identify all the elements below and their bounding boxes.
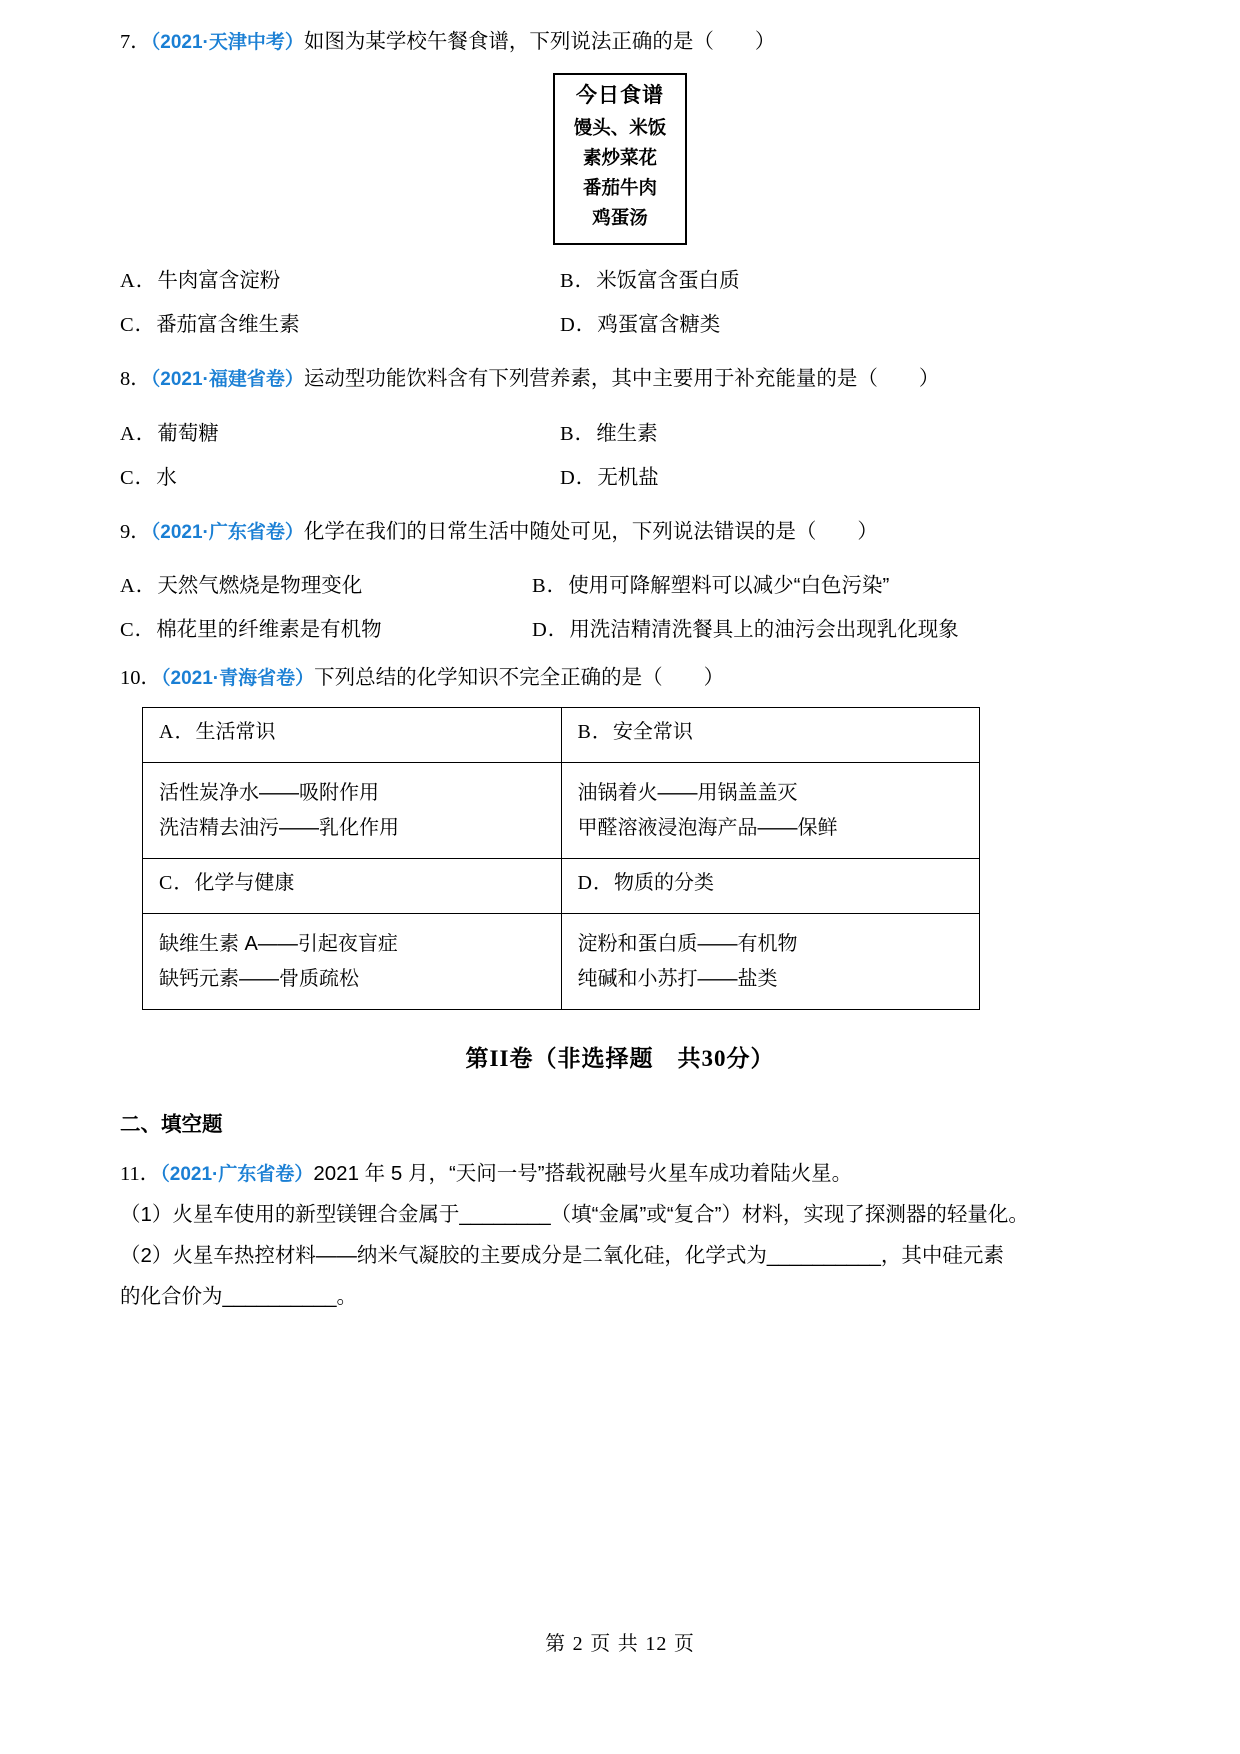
page-footer-prefix: 第	[545, 1633, 567, 1655]
table-cell-a-label: A．	[159, 721, 196, 744]
table-cell-b-label: B．	[577, 721, 613, 744]
question-11-sub-2-pre: （2）火星车热控材料——纳米气凝胶的主要成分是二氧化硅，化学式为	[120, 1244, 767, 1268]
question-10-stem	[120, 662, 1120, 695]
question-8-option-c-text: 水	[156, 465, 177, 489]
table-row	[143, 763, 980, 859]
table-cell-b-line-2: 甲醛溶液浸泡海产品——保鲜	[577, 817, 838, 840]
table-cell-d-body	[561, 914, 980, 1010]
question-11-sub-2-blank[interactable]: __________	[766, 1244, 881, 1268]
subsection-heading-fill-blank: 二、填空题	[120, 1113, 223, 1137]
question-11-source: （2021·广东省卷）	[160, 1164, 314, 1186]
question-11	[120, 1155, 1120, 1317]
question-9-option-a[interactable]	[120, 568, 532, 598]
question-11-sub-2-line2	[120, 1276, 1120, 1317]
question-7	[120, 26, 1120, 337]
question-7-option-b-label: B．	[560, 269, 597, 292]
table-cell-d-line-1: 淀粉和蛋白质——有机物	[577, 933, 798, 956]
page-footer	[0, 1627, 1240, 1656]
question-8-option-a-label: A．	[120, 422, 158, 445]
table-cell-d-line-2: 纯碱和小苏打——盐类	[577, 968, 778, 991]
table-cell-a-text: 生活常识	[195, 721, 276, 744]
table-cell-d-header	[561, 859, 980, 914]
table-cell-b-line-1: 油锅着火——用锅盖盖灭	[577, 782, 798, 805]
table-row	[143, 708, 980, 763]
page-footer-middle: 页 共	[590, 1633, 639, 1655]
question-9-option-b[interactable]	[532, 568, 1120, 598]
question-11-sub-2-post: ，其中硅元素	[880, 1244, 1004, 1268]
question-9-option-d-label: D．	[532, 619, 570, 642]
question-9-option-c-label: C．	[120, 619, 157, 642]
question-8-stem	[120, 363, 1120, 396]
question-8	[120, 363, 1120, 490]
question-7-option-d-text: 鸡蛋富含糖类	[597, 312, 721, 336]
menu-item-4: 鸡蛋汤	[592, 207, 648, 229]
question-8-option-b[interactable]	[560, 416, 1120, 446]
question-7-option-c-text: 番茄富含维生素	[156, 312, 300, 336]
question-7-option-a-label: A．	[120, 269, 158, 292]
table-cell-c-text: 化学与健康	[194, 872, 295, 895]
page-footer-suffix: 页	[673, 1633, 695, 1655]
section-2-title-prefix: 第	[465, 1045, 490, 1072]
question-7-number: 7．	[120, 31, 151, 53]
section-2-title-tail: 分）	[726, 1045, 775, 1072]
question-11-sub-2-line2-post: 。	[336, 1285, 358, 1309]
question-9-option-c-text: 棉花里的纤维素是有机物	[156, 618, 382, 642]
question-8-number: 8．	[120, 367, 151, 390]
question-9-option-a-label: A．	[120, 575, 158, 598]
table-cell-c-line-2: 缺钙元素——骨质疏松	[159, 968, 359, 991]
question-8-source: （2021·福建省卷）	[150, 368, 304, 390]
question-9-option-b-label: B．	[532, 575, 569, 598]
menu-card	[553, 73, 687, 245]
question-7-source: （2021·天津中考）	[150, 32, 304, 53]
question-9-option-d[interactable]	[532, 612, 1120, 642]
question-9-option-c[interactable]	[120, 612, 532, 642]
question-9-options-row-2	[120, 612, 1120, 642]
question-10-number: 10．	[120, 667, 161, 690]
question-8-options-row-2	[120, 460, 1120, 490]
table-cell-c-label: C．	[159, 872, 195, 895]
question-8-stem-text: 运动型功能饮料含有下列营养素，其中主要用于补充能量的是（ ）	[303, 366, 940, 390]
table-cell-d-text: 物质的分类	[613, 872, 714, 895]
question-7-option-d[interactable]	[560, 307, 1120, 337]
table-row	[143, 914, 980, 1010]
table-cell-b-text: 安全常识	[612, 721, 693, 744]
question-11-sub-1	[120, 1194, 1120, 1235]
question-7-option-b-text: 米饭富含蛋白质	[596, 268, 740, 292]
question-9-option-b-text: 使用可降解塑料可以减少“白色污染”	[568, 574, 890, 598]
menu-item-1: 馒头、米饭	[573, 118, 667, 140]
table-cell-c-line-1: 缺维生素 A——引起夜盲症	[159, 933, 398, 956]
question-7-option-b[interactable]	[560, 263, 1120, 293]
question-8-option-b-text: 维生素	[596, 421, 658, 445]
question-7-option-c-label: C．	[120, 313, 157, 336]
table-cell-b-header	[561, 708, 980, 763]
menu-figure	[120, 73, 1120, 245]
question-9-stem-text: 化学在我们的日常生活中随处可见，下列说法错误的是（ ）	[303, 519, 878, 543]
question-7-option-a-text: 牛肉富含淀粉	[157, 268, 281, 292]
menu-item-2: 素炒菜花	[582, 147, 657, 169]
question-11-stem	[120, 1155, 1120, 1194]
question-7-options-row-2	[120, 307, 1120, 337]
question-11-sub-1-post: （填“金属”或“复合”）材料，实现了探测器的轻量化。	[550, 1203, 1029, 1227]
question-7-stem	[120, 26, 1120, 59]
question-10	[120, 662, 1120, 1010]
table-cell-d-label: D．	[577, 872, 614, 895]
knowledge-table	[142, 707, 980, 1010]
question-8-option-d-text: 无机盐	[597, 465, 659, 489]
table-cell-a-header	[143, 708, 562, 763]
question-8-option-b-label: B．	[560, 422, 597, 445]
section-2-title-score: 30	[701, 1046, 727, 1072]
table-cell-a-line-2: 洗洁精去油污——乳化作用	[159, 817, 399, 840]
table-cell-a-line-1: 活性炭净水——吸附作用	[159, 782, 379, 805]
table-cell-c-body	[143, 914, 562, 1010]
question-11-number: 11．	[120, 1163, 161, 1186]
question-8-options-row-1	[120, 416, 1120, 446]
question-8-option-c-label: C．	[120, 466, 157, 489]
table-cell-a-body	[143, 763, 562, 859]
question-10-stem-text: 下列总结的化学知识不完全正确的是（ ）	[314, 666, 725, 690]
menu-item-3: 番茄牛肉	[582, 177, 657, 199]
question-7-option-c[interactable]	[120, 307, 560, 337]
table-row	[143, 859, 980, 914]
page-footer-total-pages: 12	[645, 1633, 668, 1655]
table-cell-b-body	[561, 763, 980, 859]
question-11-stem-text: 2021 年 5 月，“天问一号”搭载祝融号火星车成功着陆火星。	[313, 1162, 853, 1186]
question-7-options-row-1	[120, 263, 1120, 293]
question-8-option-a-text: 葡萄糖	[157, 421, 219, 445]
question-11-sub-2-line2-pre: 的化合价为	[120, 1285, 223, 1309]
question-9-option-d-text: 用洗洁精清洗餐具上的油污会出现乳化现象	[569, 618, 959, 642]
question-11-sub-2-line2-blank[interactable]: __________	[222, 1285, 337, 1309]
question-10-source: （2021·青海省卷）	[161, 668, 315, 690]
question-9-options-row-1	[120, 568, 1120, 598]
question-7-option-d-label: D．	[560, 313, 598, 336]
section-2-title-roman: II	[489, 1046, 510, 1072]
question-8-option-d[interactable]	[560, 460, 1120, 490]
section-2-title-rest: 卷（非选择题 共	[509, 1045, 702, 1072]
table-cell-c-header	[143, 859, 562, 914]
page-footer-current-page: 2	[572, 1633, 584, 1655]
question-8-option-d-label: D．	[560, 466, 598, 489]
section-2-title	[120, 1040, 1120, 1073]
question-7-stem-text: 如图为某学校午餐食谱，下列说法正确的是（ ）	[303, 30, 776, 53]
question-8-option-a[interactable]	[120, 416, 560, 446]
question-11-sub-1-pre: （1）火星车使用的新型镁锂合金属于	[120, 1203, 460, 1227]
question-9-option-a-text: 天然气燃烧是物理变化	[157, 574, 363, 598]
question-9-number: 9．	[120, 520, 151, 543]
question-9-source: （2021·广东省卷）	[150, 521, 304, 543]
question-7-option-a[interactable]	[120, 263, 560, 293]
question-11-sub-2	[120, 1235, 1120, 1276]
question-11-sub-1-blank[interactable]: ________	[459, 1203, 551, 1227]
question-9-stem	[120, 516, 1120, 549]
question-8-option-c[interactable]	[120, 460, 560, 490]
question-9	[120, 516, 1120, 643]
menu-title: 今日食谱	[576, 82, 664, 107]
